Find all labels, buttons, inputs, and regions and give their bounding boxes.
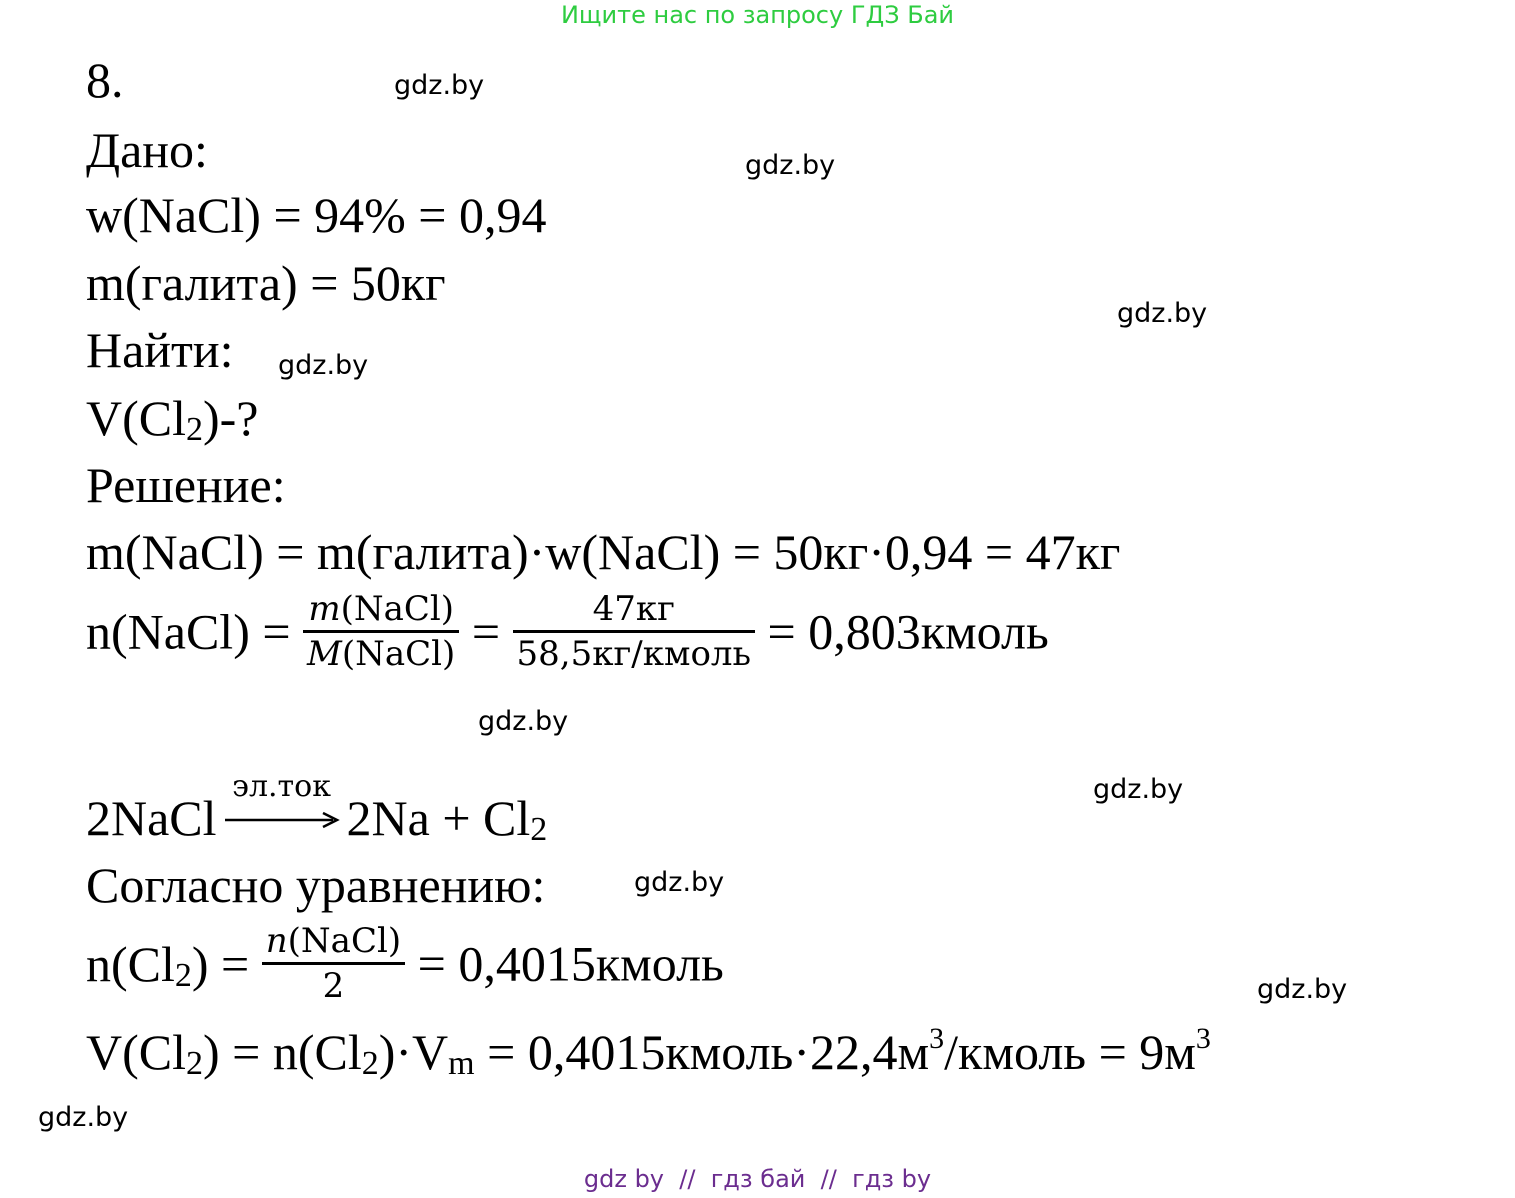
reaction-line — [86, 769, 548, 849]
watermark: gdz.by — [1117, 298, 1208, 329]
watermark: gdz.by — [478, 706, 569, 737]
volume-c: )·V — [378, 1024, 449, 1080]
given-line-2: m(галита) = 50кг — [86, 255, 446, 311]
given-label: Дано: — [86, 122, 208, 178]
watermark: gdz.by — [745, 150, 836, 181]
ncl2-lhs — [86, 936, 249, 992]
volume-a-sub: 2 — [186, 1045, 203, 1083]
ncl2-lhs-pre: n(Cl — [86, 935, 175, 992]
solution-label: Решение: — [86, 457, 286, 513]
reaction-arrow — [223, 769, 341, 848]
volume-d: = 0,4015кмоль·22,4м — [474, 1024, 930, 1080]
problem-number: 8. — [86, 52, 124, 108]
moles-line — [86, 588, 1049, 675]
reactant: 2NaCl — [86, 790, 217, 846]
ncl2-numerator: n(NaCl) — [262, 920, 405, 965]
frac2-denominator: 58,5кг/кмоль — [516, 634, 752, 674]
moles-fraction-2 — [513, 588, 756, 675]
watermark: gdz.by — [38, 1102, 129, 1133]
watermark: gdz.by — [1093, 774, 1184, 805]
mass-line: m(NaCl) = m(галита)·w(NaCl) = 50кг·0,94 = 47кг — [86, 524, 1121, 580]
find-pre: V(Cl — [86, 390, 186, 446]
ncl2-fraction — [262, 920, 405, 1007]
arrow-icon — [223, 810, 341, 830]
find-post: )-? — [203, 390, 259, 446]
ncl2-lhs-sub: 2 — [174, 956, 192, 994]
top-banner: Ищите нас по запросу ГДЗ Бай — [560, 1, 955, 29]
products: 2Na + Cl — [346, 790, 531, 846]
given-line-1: w(NaCl) = 94% = 0,94 — [86, 187, 547, 243]
volume-d-sup: 3 — [929, 1022, 945, 1055]
find-sub: 2 — [186, 411, 203, 449]
moles-eq: = — [471, 603, 501, 660]
watermark: gdz.by — [394, 70, 485, 101]
frac1-denominator: M(NaCl) — [307, 634, 456, 674]
ncl2-lhs-post: ) = — [191, 935, 250, 992]
watermark: gdz.by — [1257, 974, 1348, 1005]
volume-a: V(Cl — [86, 1024, 186, 1080]
according-label: Согласно уравнению: — [86, 857, 546, 913]
volume-e: /кмоль = 9м — [944, 1024, 1196, 1080]
frac2-numerator: 47кг — [513, 588, 756, 633]
find-label: Найти: — [86, 322, 234, 378]
find-line — [86, 388, 259, 448]
watermark: gdz.by — [634, 867, 725, 898]
products-sub: 2 — [530, 811, 548, 849]
ncl2-result: = 0,4015кмоль — [417, 935, 724, 992]
watermark: gdz.by — [278, 350, 369, 381]
volume-line — [86, 1022, 1211, 1082]
volume-c-sub: m — [448, 1045, 475, 1083]
moles-fraction-1 — [303, 588, 459, 675]
reaction-condition: эл.ток — [232, 769, 331, 804]
bottom-banner: gdz by // гдз бай // гдз by — [583, 1165, 932, 1193]
volume-b: ) = n(Cl — [203, 1024, 362, 1080]
moles-result: = 0,803кмоль — [767, 603, 1049, 660]
volume-b-sub: 2 — [361, 1045, 379, 1083]
moles-lhs: n(NaCl) = — [86, 603, 291, 660]
ncl2-line — [86, 920, 724, 1007]
volume-e-sup: 3 — [1195, 1022, 1211, 1055]
frac1-numerator: m(NaCl) — [303, 588, 459, 633]
ncl2-denominator: 2 — [322, 966, 345, 1006]
